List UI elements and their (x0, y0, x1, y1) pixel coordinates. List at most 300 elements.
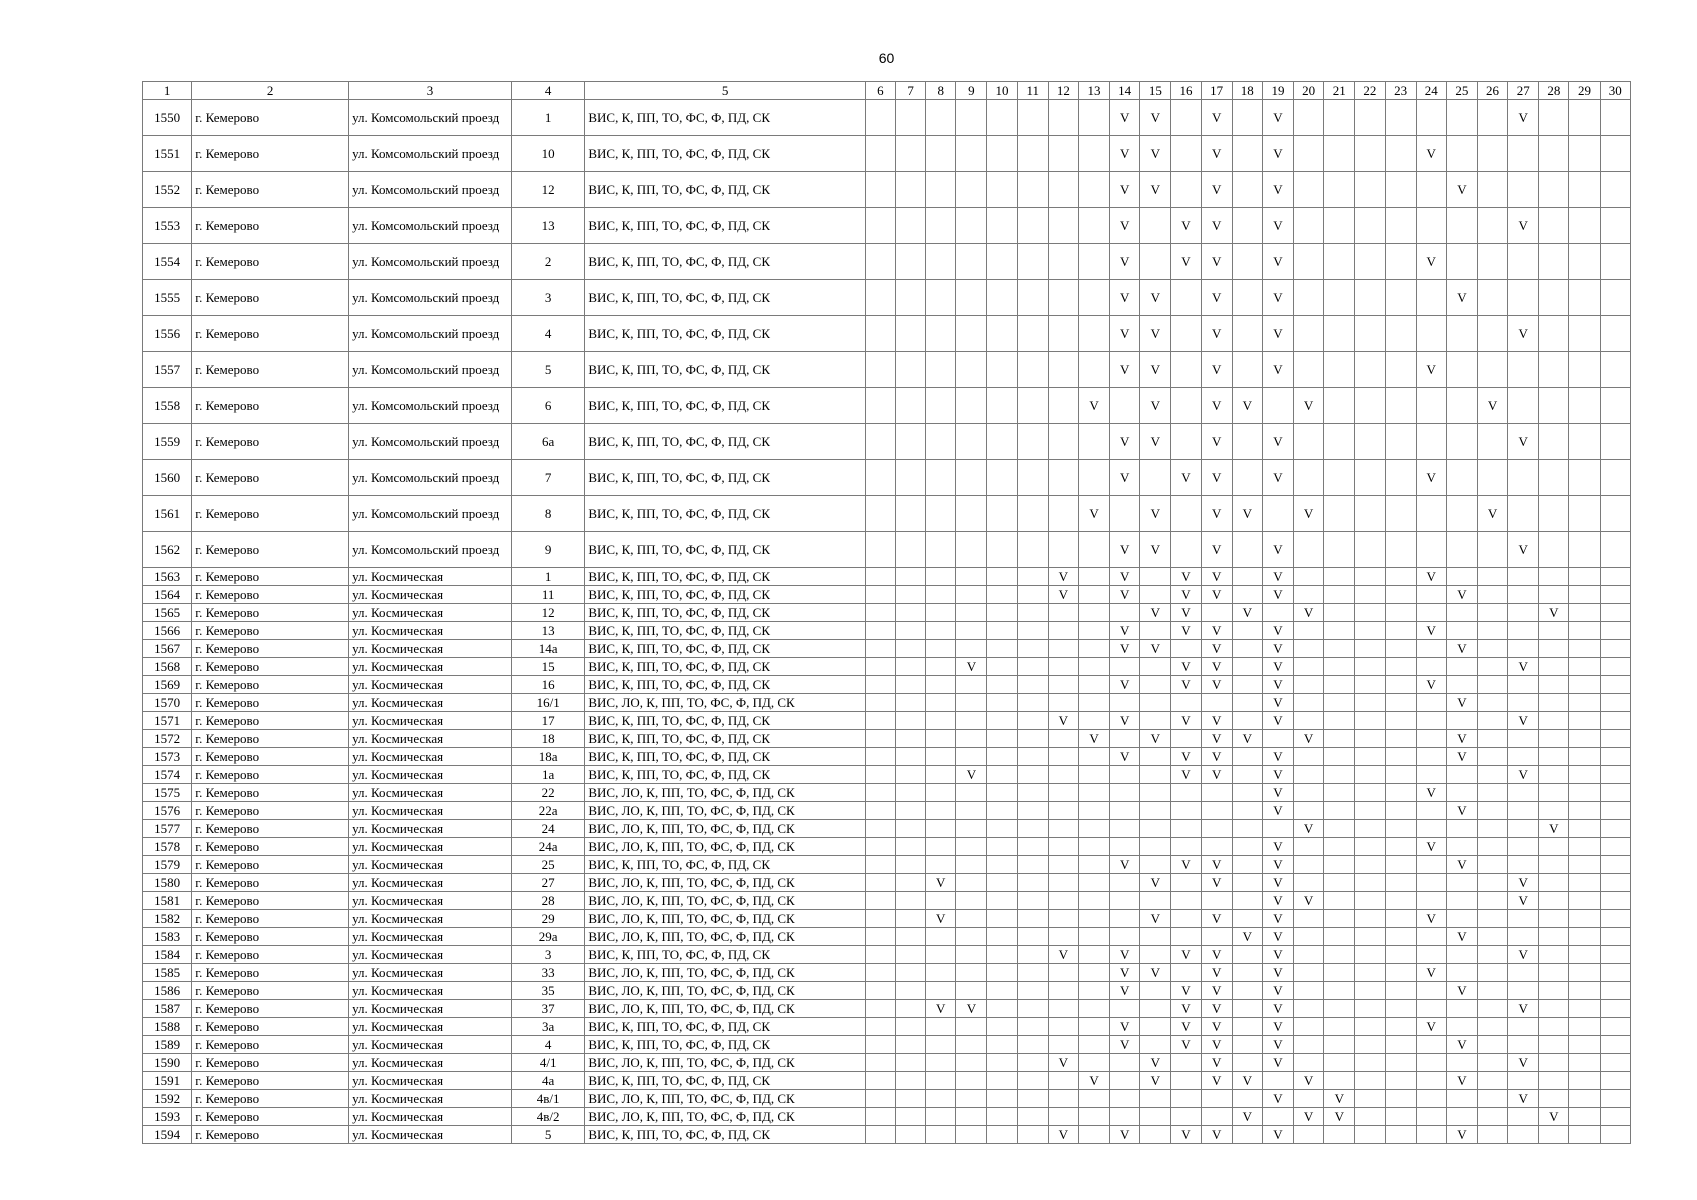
empty-cell (1048, 1036, 1078, 1054)
table-row (143, 532, 1631, 568)
empty-cell (1569, 316, 1600, 352)
city-cell: г. Кемерово (192, 352, 349, 388)
city-cell: г. Кемерово (192, 658, 349, 676)
check-mark: V (1201, 496, 1232, 532)
empty-cell (1539, 874, 1569, 892)
row-number: 1573 (143, 748, 192, 766)
empty-cell (1446, 766, 1477, 784)
check-mark: V (1110, 946, 1140, 964)
empty-cell (1294, 748, 1324, 766)
empty-cell (865, 892, 895, 910)
street-cell: ул. Космическая (349, 568, 512, 586)
street-cell: ул. Комсомольский проезд (349, 532, 512, 568)
check-mark: V (1416, 244, 1446, 280)
empty-cell (1078, 658, 1109, 676)
empty-cell (1324, 1000, 1355, 1018)
empty-cell (1171, 424, 1201, 460)
empty-cell (1355, 910, 1385, 928)
empty-cell (896, 676, 926, 694)
empty-cell (1324, 730, 1355, 748)
empty-cell (987, 766, 1017, 784)
empty-cell (896, 568, 926, 586)
check-mark: V (1508, 712, 1539, 730)
empty-cell (1324, 964, 1355, 982)
empty-cell (1294, 424, 1324, 460)
empty-cell (865, 982, 895, 1000)
row-number: 1569 (143, 676, 192, 694)
empty-cell (1416, 532, 1446, 568)
row-number: 1586 (143, 982, 192, 1000)
empty-cell (1140, 1090, 1171, 1108)
check-mark: V (1416, 1018, 1446, 1036)
empty-cell (1232, 694, 1262, 712)
empty-cell (896, 586, 926, 604)
empty-cell (987, 982, 1017, 1000)
empty-cell (1232, 676, 1262, 694)
table-row (143, 874, 1631, 892)
empty-cell (1017, 676, 1048, 694)
empty-cell (987, 352, 1017, 388)
empty-cell (1539, 388, 1569, 424)
empty-cell (956, 856, 987, 874)
empty-cell (896, 1108, 926, 1126)
check-mark: V (956, 1000, 987, 1018)
works-cell: ВИС, К, ПП, ТО, ФС, Ф, ПД, СК (585, 532, 866, 568)
empty-cell (956, 784, 987, 802)
empty-cell (896, 388, 926, 424)
check-mark: V (1078, 496, 1109, 532)
empty-cell (1294, 208, 1324, 244)
empty-cell (1539, 676, 1569, 694)
empty-cell (956, 1126, 987, 1144)
empty-cell (926, 982, 956, 1000)
check-mark: V (1294, 1108, 1324, 1126)
empty-cell (1539, 802, 1569, 820)
empty-cell (987, 784, 1017, 802)
empty-cell (1140, 568, 1171, 586)
empty-cell (1171, 838, 1201, 856)
empty-cell (926, 676, 956, 694)
empty-cell (1201, 784, 1232, 802)
empty-cell (1110, 388, 1140, 424)
house-cell: 4в/1 (511, 1090, 584, 1108)
empty-cell (1600, 568, 1630, 586)
empty-cell (987, 604, 1017, 622)
check-mark: V (1201, 280, 1232, 316)
check-mark: V (1232, 388, 1262, 424)
empty-cell (1232, 946, 1262, 964)
empty-cell (1446, 820, 1477, 838)
empty-cell (1355, 838, 1385, 856)
empty-cell (1017, 820, 1048, 838)
empty-cell (1477, 694, 1507, 712)
check-mark: V (1110, 964, 1140, 982)
empty-cell (896, 964, 926, 982)
check-mark: V (1262, 658, 1293, 676)
empty-cell (1355, 1126, 1385, 1144)
empty-cell (987, 100, 1017, 136)
empty-cell (1569, 928, 1600, 946)
empty-cell (1569, 784, 1600, 802)
empty-cell (987, 892, 1017, 910)
table-row (143, 1090, 1631, 1108)
empty-cell (1078, 748, 1109, 766)
empty-cell (1416, 820, 1446, 838)
row-number: 1574 (143, 766, 192, 784)
check-mark: V (1539, 820, 1569, 838)
empty-cell (865, 1126, 895, 1144)
empty-cell (1262, 1072, 1293, 1090)
empty-cell (926, 244, 956, 280)
works-cell: ВИС, К, ПП, ТО, ФС, Ф, ПД, СК (585, 172, 866, 208)
row-number: 1556 (143, 316, 192, 352)
empty-cell (1600, 946, 1630, 964)
empty-cell (896, 352, 926, 388)
table-row (143, 244, 1631, 280)
empty-cell (1232, 1054, 1262, 1072)
empty-cell (1508, 1108, 1539, 1126)
street-cell: ул. Космическая (349, 784, 512, 802)
check-mark: V (1201, 730, 1232, 748)
empty-cell (1140, 694, 1171, 712)
empty-cell (1171, 694, 1201, 712)
empty-cell (1171, 1090, 1201, 1108)
house-cell: 3 (511, 280, 584, 316)
empty-cell (1078, 244, 1109, 280)
works-cell: ВИС, К, ПП, ТО, ФС, Ф, ПД, СК (585, 208, 866, 244)
city-cell: г. Кемерово (192, 496, 349, 532)
empty-cell (1446, 352, 1477, 388)
empty-cell (956, 604, 987, 622)
empty-cell (1324, 532, 1355, 568)
empty-cell (1140, 244, 1171, 280)
empty-cell (926, 964, 956, 982)
empty-cell (1385, 1126, 1416, 1144)
empty-cell (1110, 730, 1140, 748)
empty-cell (987, 244, 1017, 280)
empty-cell (1048, 640, 1078, 658)
check-mark: V (1232, 730, 1262, 748)
empty-cell (865, 910, 895, 928)
empty-cell (1385, 730, 1416, 748)
empty-cell (956, 1090, 987, 1108)
house-cell: 10 (511, 136, 584, 172)
empty-cell (896, 748, 926, 766)
empty-cell (1600, 928, 1630, 946)
city-cell: г. Кемерово (192, 100, 349, 136)
works-cell: ВИС, К, ПП, ТО, ФС, Ф, ПД, СК (585, 136, 866, 172)
empty-cell (926, 280, 956, 316)
empty-cell (865, 604, 895, 622)
check-mark: V (1201, 874, 1232, 892)
empty-cell (1078, 172, 1109, 208)
check-mark: V (1262, 928, 1293, 946)
check-mark: V (1262, 460, 1293, 496)
empty-cell (1416, 1108, 1446, 1126)
empty-cell (926, 946, 956, 964)
empty-cell (926, 172, 956, 208)
empty-cell (1355, 748, 1385, 766)
empty-cell (987, 874, 1017, 892)
empty-cell (865, 694, 895, 712)
empty-cell (1324, 982, 1355, 1000)
empty-cell (956, 100, 987, 136)
empty-cell (956, 928, 987, 946)
empty-cell (865, 352, 895, 388)
empty-cell (1078, 928, 1109, 946)
city-cell: г. Кемерово (192, 856, 349, 874)
table-row (143, 928, 1631, 946)
works-cell: ВИС, ЛО, К, ПП, ТО, ФС, Ф, ПД, СК (585, 982, 866, 1000)
row-number: 1593 (143, 1108, 192, 1126)
street-cell: ул. Комсомольский проезд (349, 316, 512, 352)
empty-cell (987, 460, 1017, 496)
empty-cell (1385, 100, 1416, 136)
check-mark: V (1140, 730, 1171, 748)
empty-cell (1017, 136, 1048, 172)
empty-cell (865, 622, 895, 640)
empty-cell (1355, 496, 1385, 532)
empty-cell (1355, 892, 1385, 910)
check-mark: V (1171, 982, 1201, 1000)
empty-cell (1385, 1018, 1416, 1036)
check-mark: V (1446, 1072, 1477, 1090)
empty-cell (1140, 982, 1171, 1000)
column-header-1: 1 (143, 82, 192, 100)
empty-cell (896, 946, 926, 964)
city-cell: г. Кемерово (192, 388, 349, 424)
empty-cell (1385, 694, 1416, 712)
empty-cell (1232, 316, 1262, 352)
empty-cell (1446, 136, 1477, 172)
works-cell: ВИС, К, ПП, ТО, ФС, Ф, ПД, СК (585, 676, 866, 694)
empty-cell (1477, 316, 1507, 352)
check-mark: V (1262, 748, 1293, 766)
empty-cell (1171, 136, 1201, 172)
empty-cell (1385, 982, 1416, 1000)
empty-cell (896, 1018, 926, 1036)
row-number: 1582 (143, 910, 192, 928)
empty-cell (1324, 280, 1355, 316)
row-number: 1568 (143, 658, 192, 676)
works-cell: ВИС, ЛО, К, ПП, ТО, ФС, Ф, ПД, СК (585, 784, 866, 802)
empty-cell (1110, 928, 1140, 946)
check-mark: V (1171, 946, 1201, 964)
empty-cell (896, 640, 926, 658)
check-mark: V (1201, 1072, 1232, 1090)
street-cell: ул. Комсомольский проезд (349, 496, 512, 532)
check-mark: V (1140, 388, 1171, 424)
empty-cell (926, 1126, 956, 1144)
city-cell: г. Кемерово (192, 928, 349, 946)
empty-cell (1140, 892, 1171, 910)
empty-cell (1600, 784, 1630, 802)
row-number: 1566 (143, 622, 192, 640)
house-cell: 11 (511, 586, 584, 604)
empty-cell (1078, 460, 1109, 496)
empty-cell (1171, 874, 1201, 892)
empty-cell (896, 982, 926, 1000)
empty-cell (1048, 244, 1078, 280)
empty-cell (1017, 568, 1048, 586)
empty-cell (1539, 244, 1569, 280)
empty-cell (896, 460, 926, 496)
empty-cell (1477, 748, 1507, 766)
row-number: 1553 (143, 208, 192, 244)
check-mark: V (1262, 316, 1293, 352)
empty-cell (1171, 172, 1201, 208)
check-mark: V (1110, 712, 1140, 730)
house-cell: 1 (511, 100, 584, 136)
check-mark: V (1416, 910, 1446, 928)
house-cell: 28 (511, 892, 584, 910)
empty-cell (1294, 244, 1324, 280)
empty-cell (1416, 1072, 1446, 1090)
empty-cell (1569, 766, 1600, 784)
empty-cell (1355, 730, 1385, 748)
empty-cell (926, 604, 956, 622)
empty-cell (1477, 946, 1507, 964)
empty-cell (1048, 532, 1078, 568)
empty-cell (1232, 208, 1262, 244)
empty-cell (1294, 982, 1324, 1000)
check-mark: V (1508, 892, 1539, 910)
table-row (143, 1036, 1631, 1054)
empty-cell (1508, 352, 1539, 388)
check-mark: V (1416, 352, 1446, 388)
empty-cell (1477, 892, 1507, 910)
empty-cell (1416, 730, 1446, 748)
street-cell: ул. Комсомольский проезд (349, 280, 512, 316)
house-cell: 2 (511, 244, 584, 280)
empty-cell (896, 622, 926, 640)
empty-cell (1600, 640, 1630, 658)
empty-cell (1017, 100, 1048, 136)
row-number: 1587 (143, 1000, 192, 1018)
empty-cell (865, 838, 895, 856)
empty-cell (987, 1036, 1017, 1054)
check-mark: V (1232, 1108, 1262, 1126)
city-cell: г. Кемерово (192, 802, 349, 820)
empty-cell (1416, 802, 1446, 820)
empty-cell (865, 424, 895, 460)
check-mark: V (1140, 280, 1171, 316)
street-cell: ул. Космическая (349, 748, 512, 766)
table-row (143, 280, 1631, 316)
empty-cell (1232, 820, 1262, 838)
empty-cell (1385, 172, 1416, 208)
city-cell: г. Кемерово (192, 424, 349, 460)
empty-cell (1048, 496, 1078, 532)
empty-cell (1477, 676, 1507, 694)
column-header-4: 4 (511, 82, 584, 100)
check-mark: V (1140, 964, 1171, 982)
city-cell: г. Кемерово (192, 568, 349, 586)
empty-cell (1569, 136, 1600, 172)
works-cell: ВИС, ЛО, К, ПП, ТО, ФС, Ф, ПД, СК (585, 1090, 866, 1108)
empty-cell (1446, 100, 1477, 136)
street-cell: ул. Комсомольский проезд (349, 352, 512, 388)
works-cell: ВИС, К, ПП, ТО, ФС, Ф, ПД, СК (585, 388, 866, 424)
empty-cell (1140, 784, 1171, 802)
empty-cell (1171, 1072, 1201, 1090)
empty-cell (896, 658, 926, 676)
city-cell: г. Кемерово (192, 172, 349, 208)
row-number: 1552 (143, 172, 192, 208)
table-row (143, 820, 1631, 838)
empty-cell (1539, 100, 1569, 136)
works-cell: ВИС, ЛО, К, ПП, ТО, ФС, Ф, ПД, СК (585, 838, 866, 856)
empty-cell (1232, 244, 1262, 280)
empty-cell (1232, 586, 1262, 604)
empty-cell (1569, 532, 1600, 568)
empty-cell (1539, 460, 1569, 496)
empty-cell (1294, 784, 1324, 802)
empty-cell (1171, 1108, 1201, 1126)
empty-cell (896, 910, 926, 928)
empty-cell (1294, 910, 1324, 928)
empty-cell (1539, 766, 1569, 784)
empty-cell (1140, 928, 1171, 946)
empty-cell (1048, 352, 1078, 388)
check-mark: V (1201, 748, 1232, 766)
empty-cell (896, 1036, 926, 1054)
empty-cell (1508, 586, 1539, 604)
empty-cell (1294, 280, 1324, 316)
empty-cell (1539, 730, 1569, 748)
empty-cell (1569, 1054, 1600, 1072)
works-cell: ВИС, К, ПП, ТО, ФС, Ф, ПД, СК (585, 748, 866, 766)
empty-cell (987, 946, 1017, 964)
empty-cell (926, 694, 956, 712)
house-cell: 12 (511, 172, 584, 208)
works-cell: ВИС, ЛО, К, ПП, ТО, ФС, Ф, ПД, СК (585, 910, 866, 928)
empty-cell (896, 820, 926, 838)
check-mark: V (1110, 856, 1140, 874)
empty-cell (987, 802, 1017, 820)
row-number: 1577 (143, 820, 192, 838)
house-cell: 15 (511, 658, 584, 676)
city-cell: г. Кемерово (192, 694, 349, 712)
street-cell: ул. Космическая (349, 1090, 512, 1108)
empty-cell (987, 1018, 1017, 1036)
check-mark: V (1048, 946, 1078, 964)
empty-cell (1140, 838, 1171, 856)
empty-cell (1232, 856, 1262, 874)
check-mark: V (1201, 946, 1232, 964)
check-mark: V (1110, 424, 1140, 460)
empty-cell (1078, 1108, 1109, 1126)
empty-cell (1140, 1108, 1171, 1126)
empty-cell (1416, 1054, 1446, 1072)
column-header-3: 3 (349, 82, 512, 100)
city-cell: г. Кемерово (192, 622, 349, 640)
check-mark: V (1110, 640, 1140, 658)
empty-cell (1048, 910, 1078, 928)
city-cell: г. Кемерово (192, 280, 349, 316)
empty-cell (865, 946, 895, 964)
empty-cell (1017, 208, 1048, 244)
empty-cell (1294, 352, 1324, 388)
empty-cell (1385, 838, 1416, 856)
empty-cell (1508, 928, 1539, 946)
empty-cell (1201, 1090, 1232, 1108)
empty-cell (865, 712, 895, 730)
check-mark: V (1201, 1036, 1232, 1054)
works-cell: ВИС, К, ПП, ТО, ФС, Ф, ПД, СК (585, 424, 866, 460)
city-cell: г. Кемерово (192, 586, 349, 604)
empty-cell (865, 658, 895, 676)
